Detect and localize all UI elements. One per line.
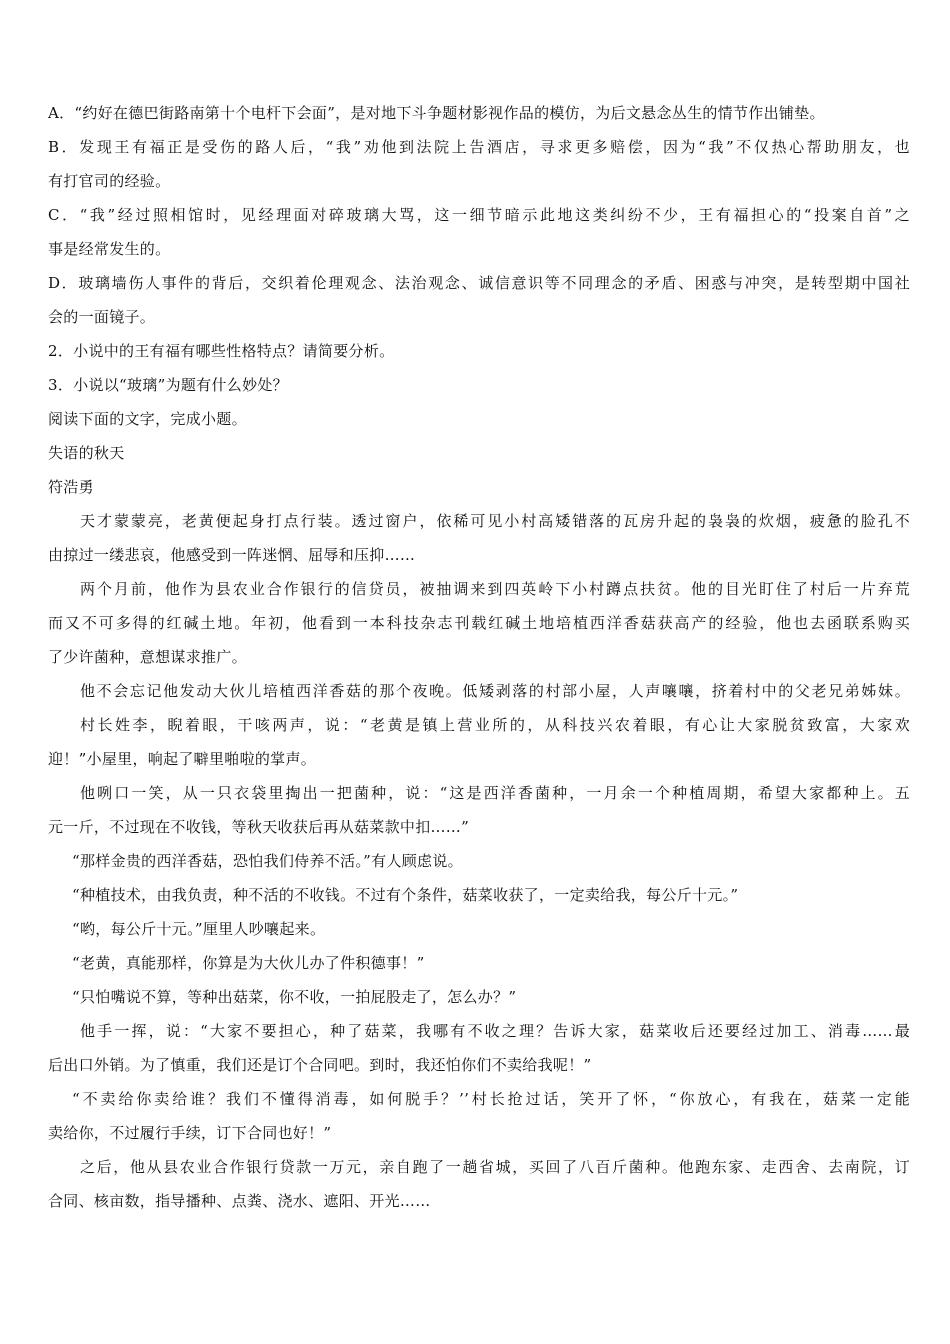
paragraph-5-line2: 元一斤，不过现在不收钱，等秋天收获后再从菇菜款中扣……”	[48, 818, 470, 836]
paragraph-12-line2: 卖给你，不过履行手续，订下合同也好！”	[48, 1124, 332, 1142]
option-a: A．“约好在德巴街路南第十个电杆下会面”，是对地下斗争题材影视作品的模仿，为后文悬念丛生的情节作出铺垫。	[48, 104, 825, 122]
paragraph-5-line1: 他咧口一笑，从一只衣袋里掏出一把菌种，说：“这是西洋香菌种，一月余一个种植周期，希望大家都种上。五	[80, 784, 910, 802]
document-page	[48, 96, 910, 1218]
paragraph-4-line2: 迎！”小屋里，响起了噼里啪啦的掌声。	[48, 750, 317, 768]
paragraph-3: 他不会忘记他发动大伙儿培植西洋香菇的那个夜晚。低矮剥落的村部小屋，人声嚷嚷，挤着村中的父老兄弟姊妹。	[80, 682, 910, 700]
article-author: 符浩勇	[48, 478, 94, 496]
paragraph-13-line1: 之后，他从县农业合作银行贷款一万元，亲自跑了一趟省城，买回了八百斤菌种。他跑东家、走西舍、去南院，订	[80, 1158, 910, 1176]
question-2: 2．小说中的王有福有哪些性格特点？请简要分析。	[48, 342, 395, 360]
paragraph-1-line1: 天才蒙蒙亮，老黄便起身打点行装。透过窗户，依稀可见小村高矮错落的瓦房升起的袅袅的炊烟，疲惫的脸孔不	[80, 512, 910, 530]
paragraph-2-line1: 两个月前，他作为县农业合作银行的信贷员，被抽调来到四英岭下小村蹲点扶贫。他的目光盯住了村后一片弃荒	[80, 580, 910, 598]
paragraph-12-line1: “不卖给你卖给谁？我们不懂得消毒，如何脱手？’’村长抢过话，笑开了怀，“你放心，有我在，菇菜一定能	[72, 1090, 910, 1108]
reading-instruction: 阅读下面的文字，完成小题。	[48, 410, 247, 428]
paragraph-2-line3: 了少许菌种，意想谋求推广。	[48, 648, 247, 666]
paragraph-13-line2: 合同、核亩数，指导播种、点粪、浇水、遮阳、开光……	[48, 1192, 431, 1210]
paragraph-2-line2: 而又不可多得的红碱土地。年初，他看到一本科技杂志刊载红碱土地培植西洋香菇获高产的经验，他也去函联系购买	[48, 614, 910, 632]
paragraph-7: “种植技术，由我负责，种不活的不收钱。不过有个条件，菇菜收获了，一定卖给我，每公斤十元。”	[72, 886, 739, 904]
paragraph-11-line1: 他手一挥，说：“大家不要担心，种了菇菜，我哪有不收之理？告诉大家，菇菜收后还要经过加工、消毒……最	[80, 1022, 910, 1040]
question-3: 3．小说以“玻璃”为题有什么妙处？	[48, 376, 288, 394]
paragraph-6: “那样金贵的西洋香菇，恐怕我们侍养不活。”有人顾虑说。	[72, 852, 463, 870]
option-c-line1: C．“我”经过照相馆时，见经理面对碎玻璃大骂，这一细节暗示此地这类纠纷不少，王有福担心的“投案自首”之	[48, 206, 910, 224]
paragraph-10: “只怕嘴说不算，等种出菇菜，你不收，一拍屁股走了，怎么办？”	[72, 988, 517, 1006]
paragraph-8: “哟，每公斤十元。”厘里人吵嚷起来。	[72, 920, 326, 938]
option-b-line1: B．发现王有福正是受伤的路人后，“我”劝他到法院上告酒店，寻求更多赔偿，因为“我”不仅热心帮助朋友，也	[48, 138, 910, 156]
option-d-line2: 会的一面镜子。	[48, 308, 156, 326]
article-title: 失语的秋天	[48, 444, 125, 462]
paragraph-11-line2: 后出口外销。为了慎重，我们还是订个合同吧。到时，我还怕你们不卖给我呢！”	[48, 1056, 592, 1074]
option-d-line1: D．玻璃墙伤人事件的背后，交织着伦理观念、法治观念、诚信意识等不同理念的矛盾、困惑与冲突，是转型期中国社	[48, 274, 910, 292]
paragraph-1-line2: 由掠过一缕悲哀，他感受到一阵迷惘、屈辱和压抑……	[48, 546, 416, 564]
paragraph-4-line1: 村长姓李，睨着眼，干咳两声，说：“老黄是镇上营业所的，从科技兴农着眼，有心让大家脱贫致富，大家欢	[80, 716, 910, 734]
option-b-line2: 有打官司的经验。	[48, 172, 171, 190]
option-c-line2: 事是经常发生的。	[48, 240, 171, 258]
paragraph-9: “老黄，真能那样，你算是为大伙儿办了件积德事！”	[72, 954, 425, 972]
